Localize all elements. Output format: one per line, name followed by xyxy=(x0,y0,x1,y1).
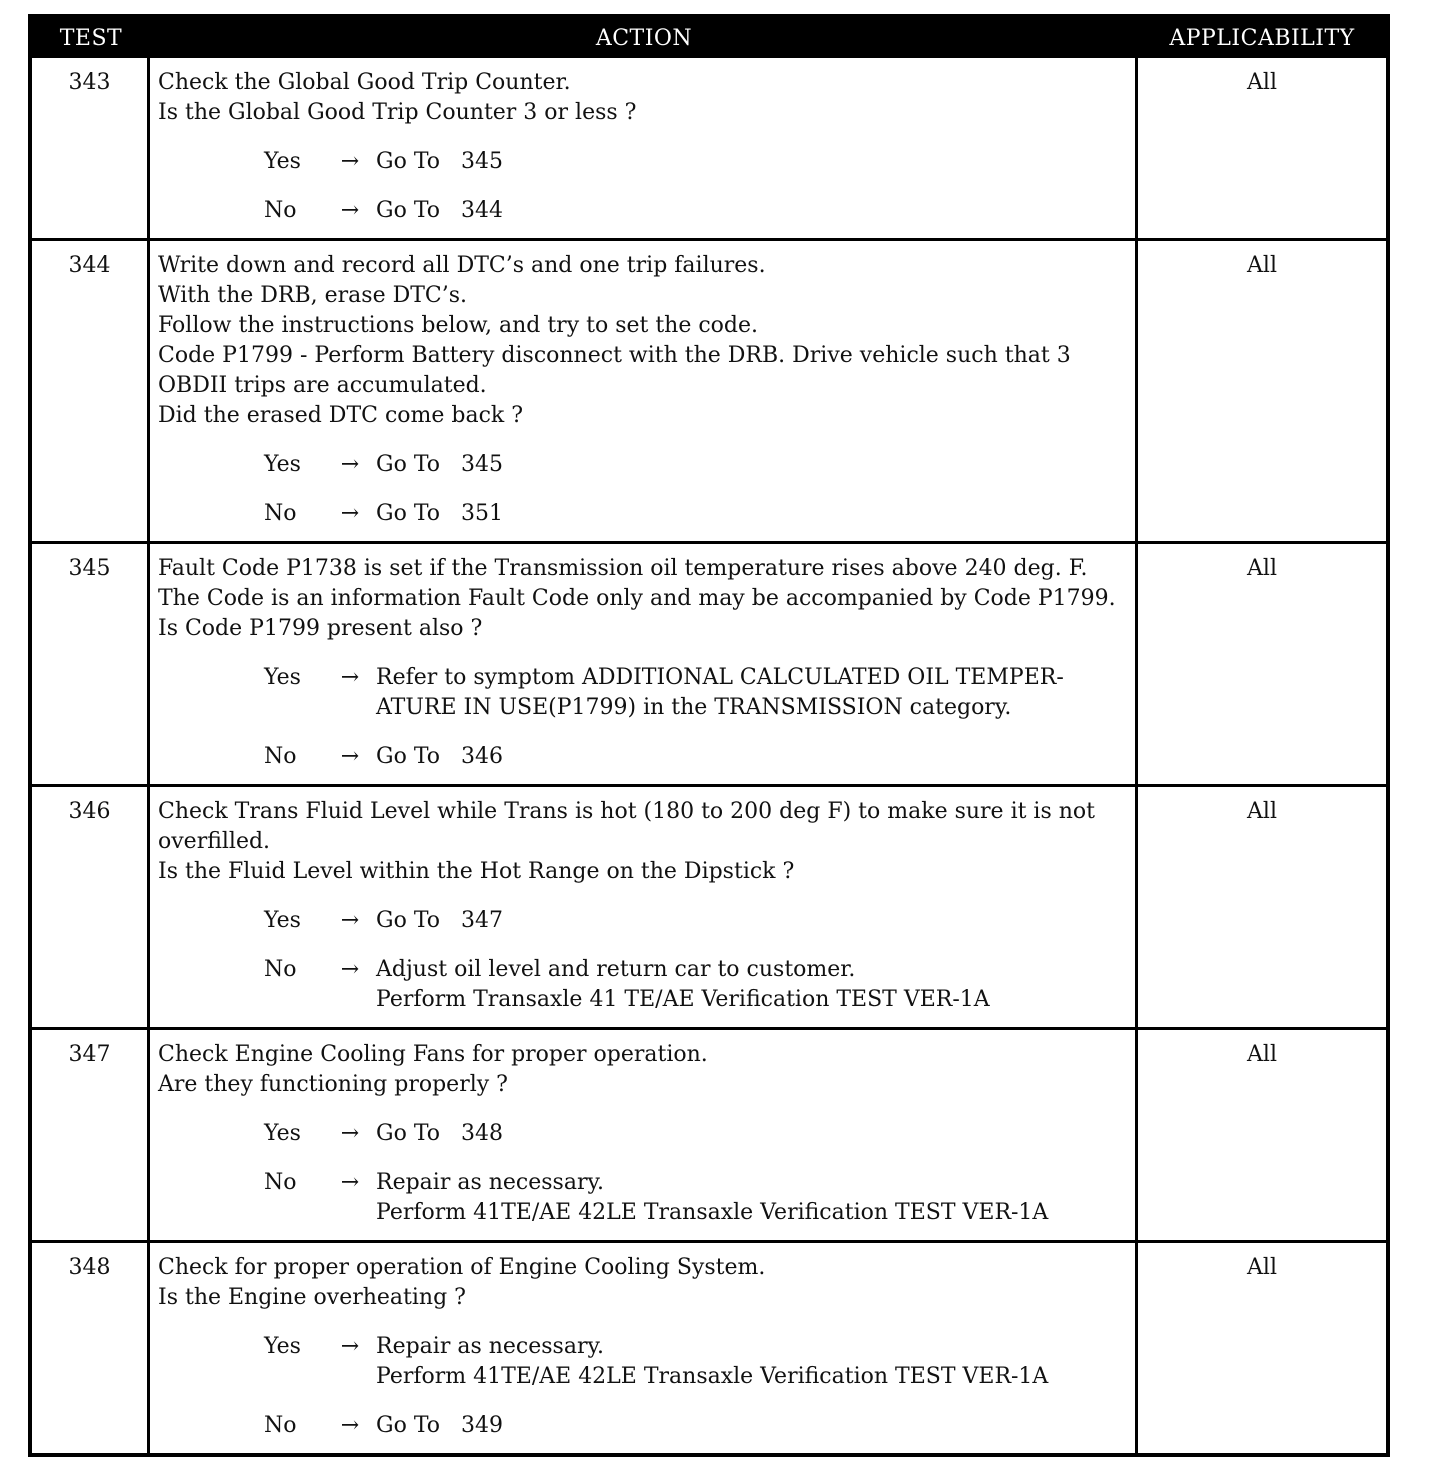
arrow-right-icon: → xyxy=(340,452,360,477)
applicability: All xyxy=(1247,253,1277,278)
table-header xyxy=(32,18,1386,58)
action-text-line: Write down and record all DTC’s and one trip failures. xyxy=(158,253,766,278)
header-test: TEST xyxy=(59,25,123,51)
answer-option xyxy=(158,906,1127,936)
result-line: Go To 345 xyxy=(376,452,503,477)
diagnostic-table xyxy=(28,14,1390,1457)
answer-result xyxy=(376,450,1127,480)
answer-option xyxy=(158,450,1127,480)
action-text-line: Is the Fluid Level within the Hot Range on the Dipstick ? xyxy=(158,859,795,884)
answer-label: No xyxy=(264,198,297,223)
answer-option xyxy=(158,1119,1127,1149)
applicability: All xyxy=(1247,1042,1277,1067)
action-cell xyxy=(150,1243,1138,1453)
result-line: Go To 344 xyxy=(376,198,503,223)
action-text-line: Is Code P1799 present also ? xyxy=(158,616,483,641)
arrow-right-icon: → xyxy=(340,1413,360,1438)
arrow-right-icon: → xyxy=(340,149,360,174)
applicability: All xyxy=(1247,1255,1277,1280)
test-number: 348 xyxy=(32,1243,150,1453)
result-line: Go To 346 xyxy=(376,744,503,769)
arrow-right-icon: → xyxy=(340,1334,360,1359)
action-text-line: Check the Global Good Trip Counter. xyxy=(158,70,571,95)
answer-label: Yes xyxy=(264,149,301,174)
table-row xyxy=(32,784,1386,1027)
arrow-right-icon: → xyxy=(340,198,360,223)
answer-label: Yes xyxy=(264,665,301,690)
table-row xyxy=(32,238,1386,541)
action-cell xyxy=(150,58,1138,238)
applicability: All xyxy=(1247,556,1277,581)
answer-label: Yes xyxy=(264,908,301,933)
action-cell xyxy=(150,241,1138,541)
action-text-line: Is the Global Good Trip Counter 3 or less ? xyxy=(158,100,637,125)
answer-option xyxy=(158,147,1127,177)
answer-option xyxy=(158,1332,1127,1392)
result-line: Go To 349 xyxy=(376,1413,503,1438)
answer-label: Yes xyxy=(264,452,301,477)
result-line: Go To 345 xyxy=(376,149,503,174)
answer-result xyxy=(376,196,1127,226)
action-text-line: With the DRB, erase DTC’s. xyxy=(158,283,468,308)
test-number: 346 xyxy=(32,787,150,1027)
table-row xyxy=(32,541,1386,784)
test-number: 343 xyxy=(32,58,150,238)
result-line: Go To 348 xyxy=(376,1121,503,1146)
test-number: 344 xyxy=(32,241,150,541)
answer-result xyxy=(376,147,1127,177)
answer-label: No xyxy=(264,744,297,769)
answer-option xyxy=(158,955,1127,1015)
answer-option xyxy=(158,196,1127,226)
table-row xyxy=(32,1240,1386,1453)
answer-option xyxy=(158,742,1127,772)
answer-label: No xyxy=(264,1413,297,1438)
arrow-right-icon: → xyxy=(340,908,360,933)
table-body xyxy=(32,58,1386,1453)
action-text-line: Follow the instructions below, and try to set the code. xyxy=(158,313,759,338)
result-line: Refer to symptom ADDITIONAL CALCULATED OIL TEMPER- xyxy=(376,665,1064,690)
header-applicability: APPLICABILITY xyxy=(1169,25,1355,51)
answer-result xyxy=(376,499,1127,529)
answer-label: Yes xyxy=(264,1121,301,1146)
arrow-right-icon: → xyxy=(340,1170,360,1195)
action-cell xyxy=(150,1030,1138,1240)
arrow-right-icon: → xyxy=(340,1121,360,1146)
action-text-line: Are they functioning properly ? xyxy=(158,1072,508,1097)
answer-option xyxy=(158,499,1127,529)
action-cell xyxy=(150,787,1138,1027)
table-row xyxy=(32,1027,1386,1240)
action-text-line: Did the erased DTC come back ? xyxy=(158,403,524,428)
answer-result xyxy=(376,1411,1127,1441)
answer-label: No xyxy=(264,1170,297,1195)
result-line: Perform Transaxle 41 TE/AE Verification TEST VER-1A xyxy=(376,987,990,1012)
action-text-line: Check Engine Cooling Fans for proper operation. xyxy=(158,1042,708,1067)
result-line: Perform 41TE/AE 42LE Transaxle Verification TEST VER-1A xyxy=(376,1364,1049,1389)
result-line: Repair as necessary. xyxy=(376,1170,604,1195)
applicability: All xyxy=(1247,70,1277,95)
action-text-line: Code P1799 - Perform Battery disconnect with the DRB. Drive vehicle such that 3 xyxy=(158,343,1071,368)
action-text-line: The Code is an information Fault Code only and may be accompanied by Code P1799. xyxy=(158,586,1116,611)
answer-option xyxy=(158,663,1127,723)
action-text-line: Fault Code P1738 is set if the Transmission oil temperature rises above 240 deg. F. xyxy=(158,556,1088,581)
answer-result xyxy=(376,906,1127,936)
arrow-right-icon: → xyxy=(340,665,360,690)
header-action: ACTION xyxy=(595,25,693,51)
result-line: Adjust oil level and return car to customer. xyxy=(376,957,856,982)
arrow-right-icon: → xyxy=(340,957,360,982)
test-number: 345 xyxy=(32,544,150,784)
arrow-right-icon: → xyxy=(340,744,360,769)
table-row xyxy=(32,58,1386,238)
action-text-line: OBDII trips are accumulated. xyxy=(158,373,487,398)
result-line: Go To 347 xyxy=(376,908,503,933)
result-line: Repair as necessary. xyxy=(376,1334,604,1359)
action-text-line: Is the Engine overheating ? xyxy=(158,1285,466,1310)
test-number: 347 xyxy=(32,1030,150,1240)
action-text-line: Check for proper operation of Engine Cooling System. xyxy=(158,1255,766,1280)
answer-label: Yes xyxy=(264,1334,301,1359)
answer-option xyxy=(158,1411,1127,1441)
answer-result xyxy=(376,1332,1127,1392)
result-line: Perform 41TE/AE 42LE Transaxle Verification TEST VER-1A xyxy=(376,1200,1049,1225)
result-line: ATURE IN USE(P1799) in the TRANSMISSION category. xyxy=(376,695,1012,720)
answer-result xyxy=(376,955,1127,1015)
action-text-line: Check Trans Fluid Level while Trans is hot (180 to 200 deg F) to make sure it is not xyxy=(158,799,1096,824)
answer-option xyxy=(158,1168,1127,1228)
action-cell xyxy=(150,544,1138,784)
action-text-line: overfilled. xyxy=(158,829,271,854)
arrow-right-icon: → xyxy=(340,501,360,526)
answer-result xyxy=(376,742,1127,772)
answer-result xyxy=(376,1168,1127,1228)
answer-result xyxy=(376,663,1127,723)
result-line: Go To 351 xyxy=(376,501,503,526)
answer-label: No xyxy=(264,957,297,982)
answer-label: No xyxy=(264,501,297,526)
answer-result xyxy=(376,1119,1127,1149)
applicability: All xyxy=(1247,799,1277,824)
